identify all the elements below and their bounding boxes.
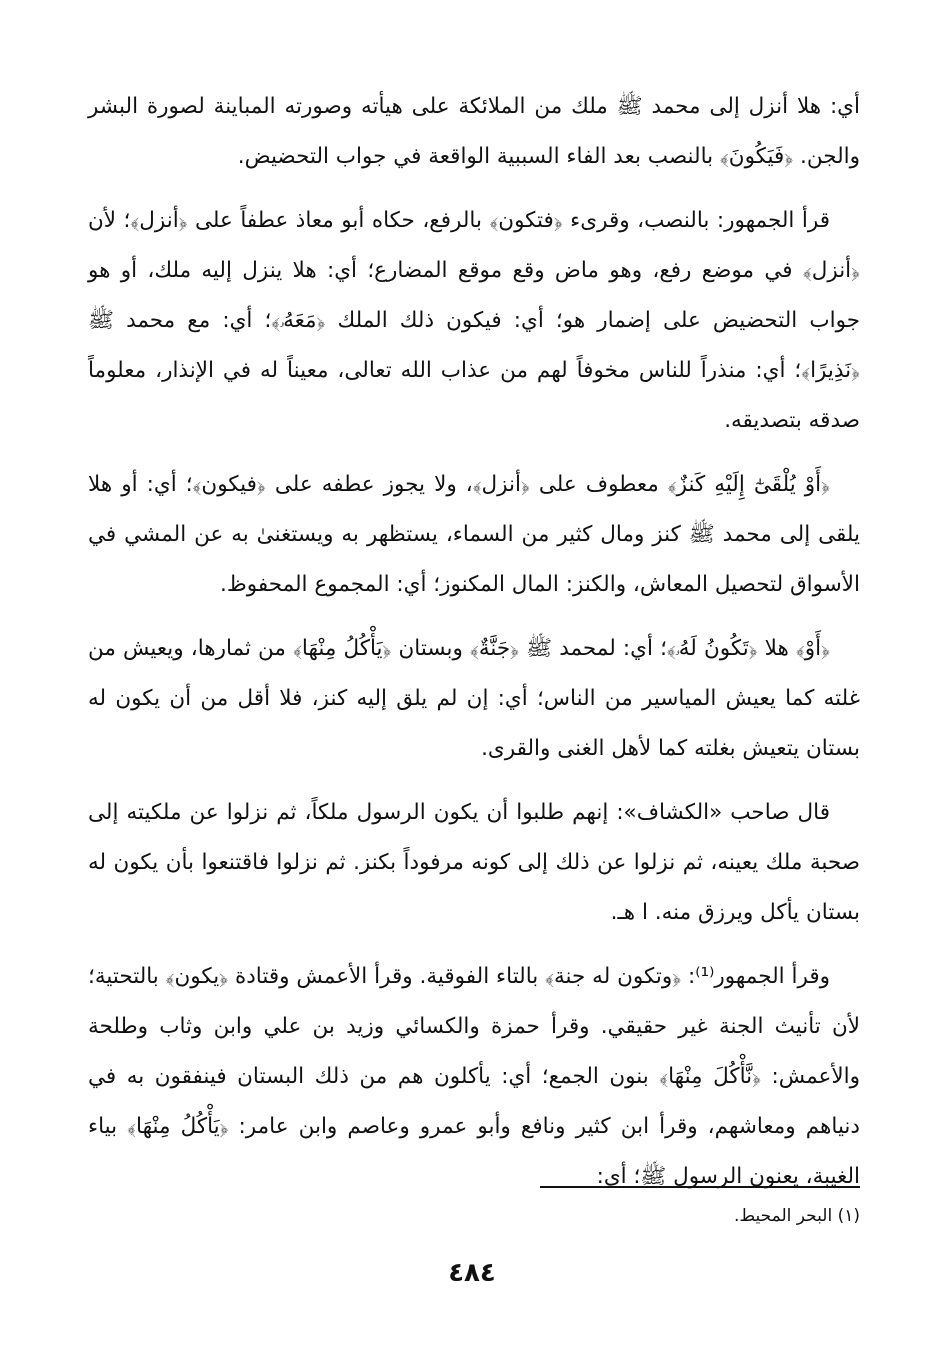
paragraph-6: وقرأ الجمهور⁽¹⁾: ﴿وتكون له جنة﴾ بالتاء الفوقية. وقرأ الأعمش وقتادة ﴿يكون﴾ بالتحتية؛ لأن تأنيث الجنة غير حقيقي. وقرأ حمزة والكسائي وزيد بن علي وابن وثاب وطلحة والأعمش: ﴿نَّأْكُلَ مِنْهَا﴾ بنون الجمع؛ أي: يأكلون هم من ذلك البستان فينفقون به في دنياهم ومعاشهم، وقرأ ابن كثير ونافع وأبو عمرو وعاصم وابن عامر: ﴿يَأْكُلُ مِنْهَا﴾ بياء الغيبة، يعنون الرسول ﷺ؛ أي:: [88, 964, 860, 1189]
footnote: (١) البحر المحيط.: [734, 1206, 860, 1226]
footnote-divider: [540, 1186, 860, 1188]
page-number: ٤٨٤: [448, 1258, 496, 1288]
paragraph-3: ﴿أَوْ يُلْقَىٰٓ إِلَيْهِ كَنزٌ﴾ معطوف على ﴿أنزل﴾، ولا يجوز عطفه على ﴿فيكون﴾؛ أي: أو هلا يلقى إلى محمد ﷺ كنز ومال كثير من السماء، يستظهر به ويستغنىٰ به عن المشي في الأسواق لتحصيل المعاش، والكنز: المال المكنوز؛ أي: المجموع المحفوظ.: [88, 472, 860, 597]
paragraph-5: قال صاحب «الكشاف»: إنهم طلبوا أن يكون الرسول ملكاً، ثم نزلوا عن ملكيته إلى صحبة ملك يعينه، ثم نزلوا عن ذلك إلى كونه مرفوداً بكنز. ثم نزلوا فاقتنعوا بأن يكون له بستان يأكل ويرزق منه. ا هـ.: [88, 800, 860, 925]
paragraph-4: ﴿أَوْ﴾ هلا ﴿تَكُونُ لَهُۥ﴾؛ أي: لمحمد ﷺ ﴿جَنَّةٌ﴾ وبستان ﴿يَأْكُلُ مِنْهَا﴾ من ثمارها، ويعيش من غلته كما يعيش المياسير من الناس؛ أي: إن لم يلق إليه كنز، فلا أقل من أن يكون له بستان يتعيش بغلته كما لأهل الغنى والقرى.: [88, 636, 860, 761]
paragraph-2: قرأ الجمهور: بالنصب، وقرىء ﴿فتكون﴾ بالرفع، حكاه أبو معاذ عطفاً على ﴿أنزل﴾؛ لأن ﴿أنزل﴾ في موضع رفع، وهو ماض وقع موقع المضارع؛ أي: هلا ينزل إليه ملك، أو هو جواب التحضيض على إضمار هو؛ أي: فيكون ذلك الملك ﴿مَعَهُۥ﴾؛ أي: مع محمد ﷺ ﴿نَذِيرًا﴾؛ أي: منذراً للناس مخوفاً لهم من عذاب الله تعالى، معيناً له في الإنذار، معلوماً صدقه بتصديقه.: [88, 208, 860, 433]
page-body: [88, 82, 860, 1216]
paragraph-1: أي: هلا أنزل إلى محمد ﷺ ملك من الملائكة على هيأته وصورته المباينة لصورة البشر والجن. ﴿فَيَكُونَ﴾ بالنصب بعد الفاء السببية الواقعة في جواب التحضيض.: [88, 94, 860, 169]
